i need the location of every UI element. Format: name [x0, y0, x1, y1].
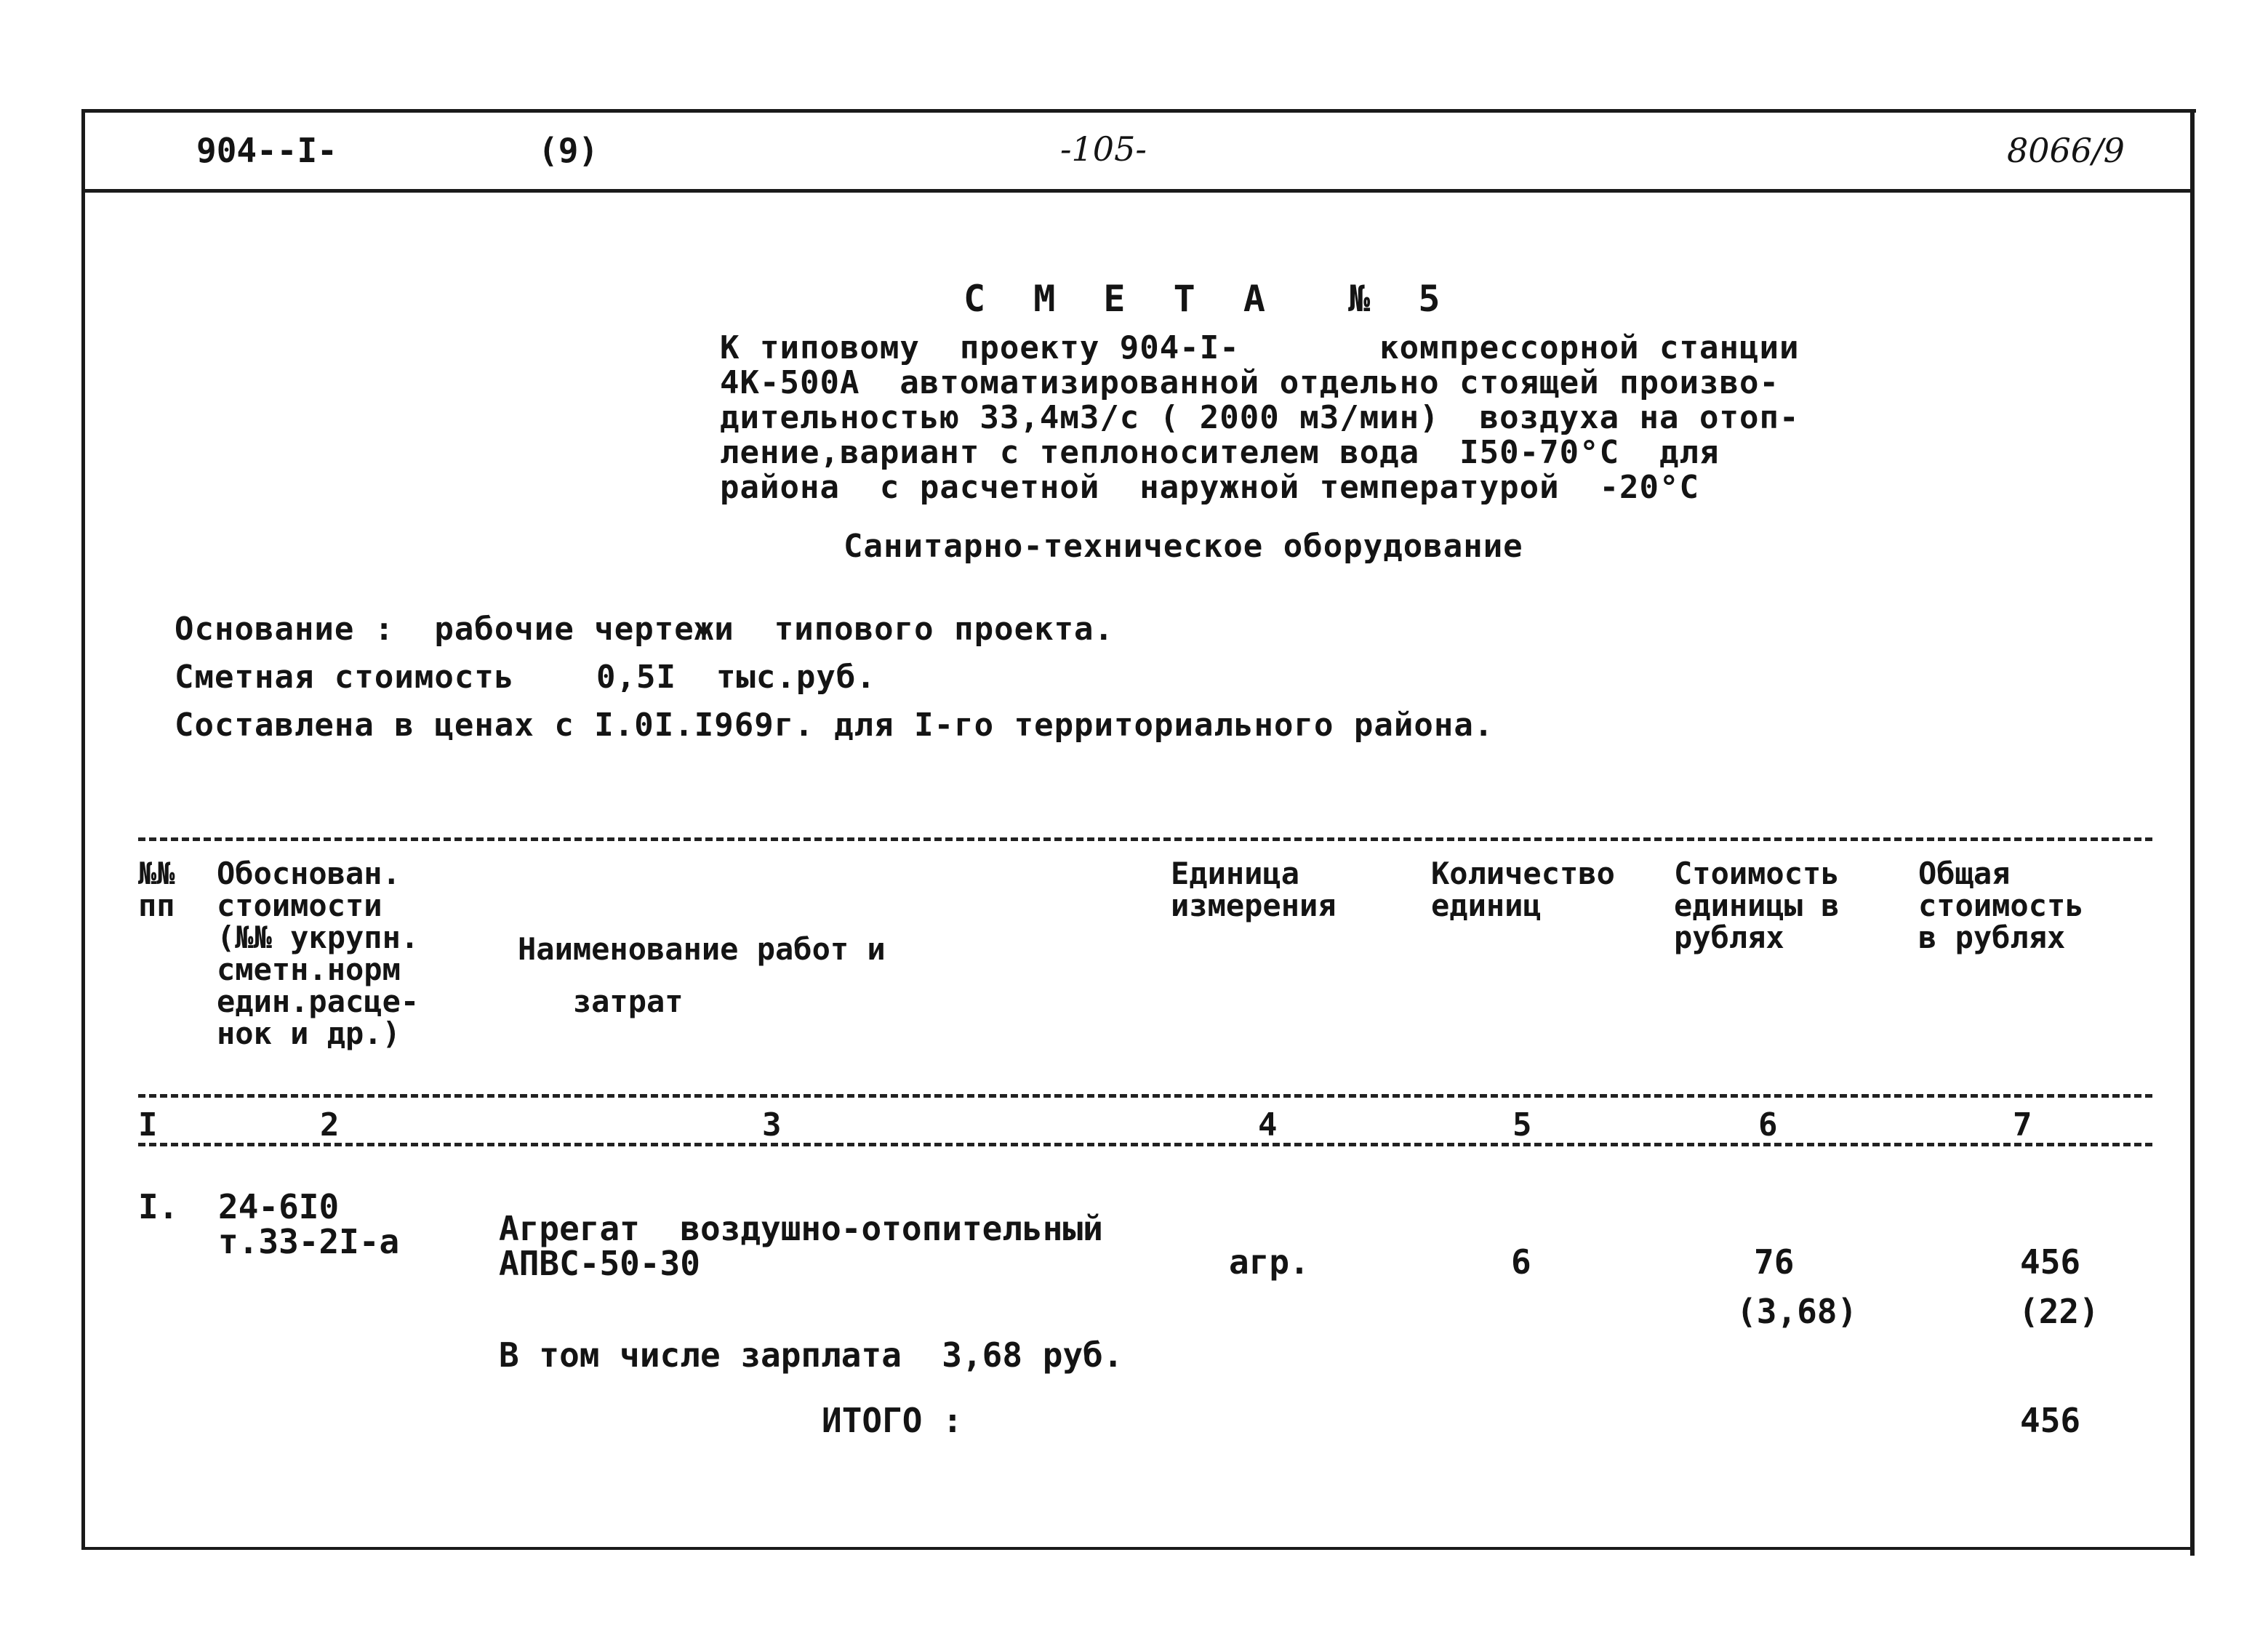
header-unit-cost: Стоимость единицы в рублях	[1674, 856, 1840, 955]
total-label: ИТОГО :	[822, 1401, 963, 1440]
description-line: 4К-500А автоматизированной отдельно стоящей произво-	[720, 364, 1779, 401]
header-total-cost: Общая стоимость в рублях	[1918, 856, 2084, 955]
archive-number: 8066/9	[2007, 131, 2125, 170]
table-top-rule	[138, 837, 2152, 841]
column-number-1: I	[138, 1106, 158, 1143]
page-number: -105-	[1060, 129, 1147, 169]
row-quantity: 6	[1511, 1242, 1531, 1282]
estimated-cost-label: Сметная стоимость	[175, 659, 515, 696]
document-title: С М Е Т А № 5	[963, 278, 1454, 320]
description-line: ление,вариант с теплоносителем вода I50-70°С для	[720, 434, 1720, 471]
frame-bottom-border	[81, 1547, 2194, 1550]
header-basis: Обоснован. стоимости (№№ укрупн. сметн.норм един.расце- нок и др.)	[217, 856, 420, 1051]
row-unit-cost-wage: (3,68)	[1736, 1292, 1858, 1331]
prices-note: Составлена в ценах с I.0I.I969г. для I-го территориального района.	[175, 707, 1494, 744]
row-total-wage: (22)	[2019, 1292, 2099, 1331]
column-number-rule	[138, 1143, 2152, 1146]
section-title: Санитарно-техническое оборудование	[844, 528, 1523, 565]
wage-note: В том числе зарплата 3,68 руб.	[499, 1335, 1123, 1375]
column-number-4: 4	[1258, 1106, 1278, 1143]
row-unit-cost: 76	[1754, 1242, 1795, 1282]
frame-top-border	[81, 109, 2196, 113]
header-divider	[81, 189, 2194, 193]
description-line: дительностью 33,4м3/с ( 2000 м3/мин) воздуха на отоп-	[720, 399, 1800, 436]
column-number-7: 7	[2013, 1106, 2032, 1143]
row-name: Агрегат воздушно-отопительный АПВС-50-30	[499, 1209, 1103, 1283]
description-line: района с расчетной наружной температурой -20°С	[720, 469, 1700, 506]
estimated-cost-value: 0,5I тыс.руб.	[596, 659, 876, 696]
row-basis: 24-6I0 т.33-2I-а	[218, 1187, 400, 1261]
basis-line: Основание : рабочие чертежи типового проекта.	[175, 611, 1115, 648]
header-num: №№ пп	[138, 856, 175, 923]
row-number: I.	[138, 1187, 179, 1226]
column-number-3: 3	[762, 1106, 782, 1143]
row-unit: агр.	[1229, 1242, 1310, 1282]
column-number-5: 5	[1512, 1106, 1532, 1143]
header-quantity: Количество единиц	[1431, 856, 1615, 923]
frame-right-border	[2190, 109, 2195, 1556]
project-description	[720, 331, 1799, 505]
column-number-2: 2	[320, 1106, 340, 1143]
header-unit: Единица измерения	[1171, 856, 1337, 923]
row-total: 456	[2020, 1242, 2081, 1282]
header-name: Наименование работ и затрат	[518, 931, 886, 1019]
description-line: К типовому проекту 904-I- компрессорной станции	[720, 329, 1800, 366]
header-bottom-rule	[138, 1094, 2152, 1098]
frame-left-border	[81, 109, 85, 1548]
project-code: 904--I-	[196, 131, 337, 170]
total-value: 456	[2020, 1401, 2081, 1440]
sheet-number: (9)	[538, 131, 599, 170]
column-number-6: 6	[1758, 1106, 1778, 1143]
